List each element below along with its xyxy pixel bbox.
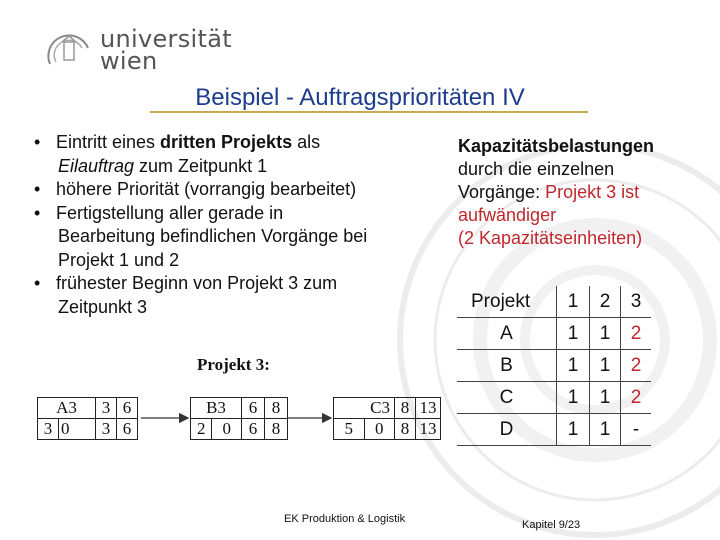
bullet-bold-text: dritten Projekts bbox=[160, 132, 293, 152]
capacity-highlight: (2 Kapazitätseinheiten) bbox=[458, 228, 643, 248]
node-cell: 6 bbox=[117, 419, 138, 440]
node-cell: 2 bbox=[191, 419, 212, 440]
bullet-text: Fertigstellung aller gerade in bbox=[56, 202, 284, 223]
table-cell: 2 bbox=[621, 350, 652, 382]
table-cell: 1 bbox=[557, 318, 590, 350]
table-cell: B bbox=[457, 350, 557, 382]
node-name: C3 bbox=[334, 398, 395, 419]
capacity-line: Vorgänge: bbox=[458, 182, 546, 202]
footer-chapter: Kapitel 9/23 bbox=[522, 519, 581, 531]
table-cell: 2 bbox=[621, 382, 652, 414]
node-cell: 3 bbox=[96, 419, 117, 440]
table-header-cell: 3 bbox=[621, 286, 652, 318]
table-cell: 1 bbox=[557, 350, 590, 382]
table-header-cell: 2 bbox=[590, 286, 621, 318]
table-cell: 1 bbox=[590, 382, 621, 414]
bullet-text: Eintritt eines bbox=[56, 132, 161, 152]
table-cell: 1 bbox=[557, 382, 590, 414]
node-cell: 0 bbox=[212, 419, 242, 440]
node-cell: 0 bbox=[59, 419, 96, 440]
table-cell: 1 bbox=[590, 318, 621, 350]
table-header-row bbox=[457, 286, 651, 318]
table-cell: 1 bbox=[590, 350, 621, 382]
node-cell: 8 bbox=[395, 398, 416, 419]
node-name: A3 bbox=[38, 398, 96, 419]
table-cell: 2 bbox=[621, 318, 652, 350]
node-cell: 6 bbox=[242, 398, 265, 419]
logo-line2: wien bbox=[100, 47, 158, 75]
bullet-text: höhere Priorität (vorrangig bearbeitet) bbox=[56, 179, 357, 199]
capacity-highlight: Projekt 3 ist bbox=[545, 182, 640, 202]
bullet-text: Zeitpunkt 3 bbox=[58, 296, 148, 317]
node-cell: 8 bbox=[395, 419, 416, 440]
table-row bbox=[457, 414, 651, 446]
table-row bbox=[457, 350, 651, 382]
logo-line1: universität bbox=[100, 25, 232, 53]
capacity-highlight: aufwändiger bbox=[458, 205, 557, 225]
capacity-table bbox=[457, 286, 651, 446]
table-cell: - bbox=[621, 414, 652, 446]
table-cell: C bbox=[457, 382, 557, 414]
bullet-text: Projekt 1 und 2 bbox=[58, 249, 180, 270]
node-cell: 6 bbox=[117, 398, 138, 419]
bullet-item: • Fertigstellung aller gerade in Bearbeitung befindlichen Vorgänge bei Projekt 1 und 2 bbox=[34, 202, 429, 273]
bullet-item: • frühester Beginn von Projekt 3 zum Zeitpunkt 3 bbox=[34, 272, 429, 319]
node-cell: 8 bbox=[265, 419, 288, 440]
node-cell: 3 bbox=[96, 398, 117, 419]
node-cell: 8 bbox=[265, 398, 288, 419]
node-cell: 6 bbox=[242, 419, 265, 440]
bullet-text: Bearbeitung befindlichen Vorgänge bei bbox=[58, 226, 368, 246]
table-row bbox=[457, 382, 651, 414]
table-header-cell: Projekt bbox=[457, 286, 557, 318]
table-cell: A bbox=[457, 318, 557, 350]
node-cell: 3 bbox=[38, 419, 59, 440]
bullet-text: zum Zeitpunkt 1 bbox=[134, 155, 268, 176]
capacity-line: durch die einzelnen bbox=[458, 159, 615, 179]
capacity-heading: Kapazitätsbelastungen bbox=[458, 136, 655, 156]
table-row bbox=[457, 318, 651, 350]
footer-course: EK Produktion & Logistik bbox=[284, 513, 406, 525]
node-name: B3 bbox=[191, 398, 242, 419]
network-label: Projekt 3: bbox=[197, 355, 270, 374]
bullet-italic-text: Eilauftrag bbox=[58, 155, 135, 176]
node-cell: 13 bbox=[416, 398, 441, 419]
bullet-item: • höhere Priorität (vorrangig bearbeitet) bbox=[34, 179, 357, 199]
table-header-cell: 1 bbox=[557, 286, 590, 318]
table-cell: 1 bbox=[557, 414, 590, 446]
node-cell: 5 bbox=[334, 419, 365, 440]
node-cell: 0 bbox=[364, 419, 395, 440]
bullet-text: als bbox=[292, 132, 321, 152]
table-cell: D bbox=[457, 414, 557, 446]
node-cell: 13 bbox=[416, 419, 441, 440]
table-cell: 1 bbox=[590, 414, 621, 446]
bullet-item: • Eintritt eines dritten Projekts als Eilauftrag zum Zeitpunkt 1 bbox=[34, 132, 321, 176]
bullet-text: frühester Beginn von Projekt 3 zum bbox=[56, 273, 338, 293]
slide-title: Beispiel - Auftragsprioritäten IV bbox=[195, 84, 525, 111]
